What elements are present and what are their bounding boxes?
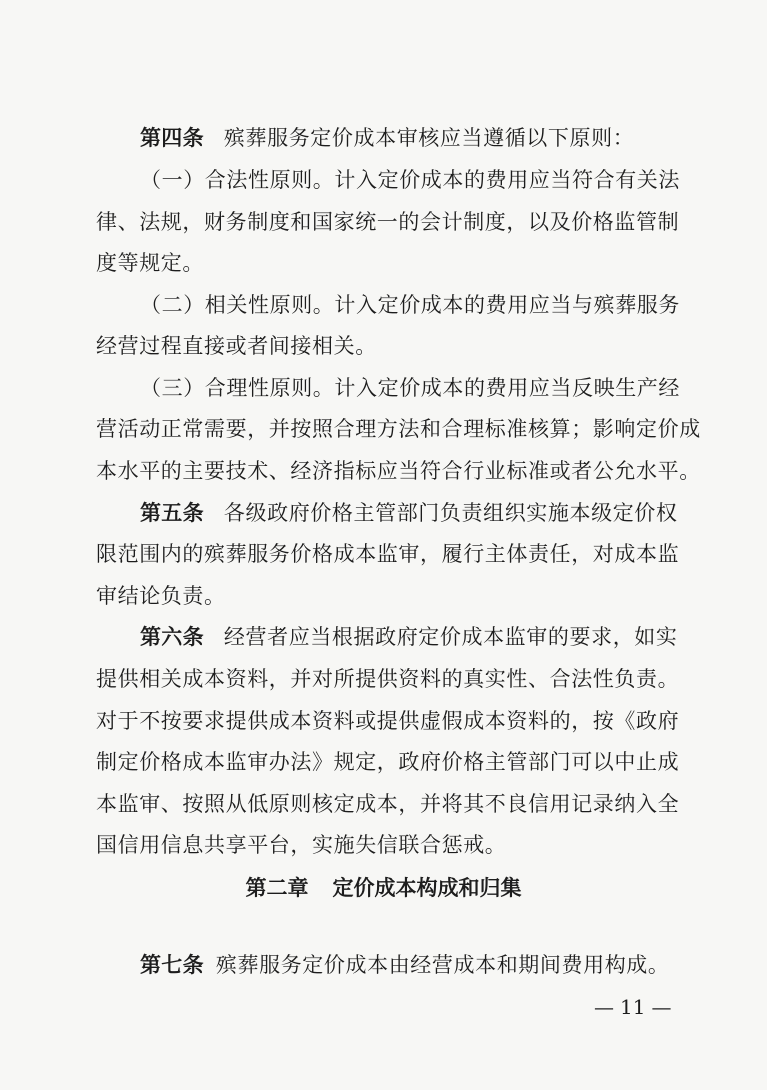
- principle-1-line-3: 度等规定。: [96, 251, 204, 275]
- article-6-line-5: 本监审、按照从低原则核定成本，并将其不良信用记录纳入全: [96, 792, 680, 816]
- principle-3-line-2: 营活动正常需要，并按照合理方法和合理标准核算；影响定价成: [96, 417, 701, 441]
- article-6-line-3: 对于不按要求提供成本资料或提供虚假成本资料的，按《政府: [96, 709, 680, 733]
- article-5-text-1: 各级政府价格主管部门负责组织实施本级定价权: [223, 501, 678, 525]
- article-4-text: 殡葬服务定价成本审核应当遵循以下原则：: [223, 126, 635, 150]
- article-4-heading: 第四条: [140, 126, 204, 150]
- article-5-line-2: 限范围内的殡葬服务价格成本监审，履行主体责任，对成本监: [96, 542, 680, 566]
- article-6-line-1: [140, 623, 678, 651]
- principle-3-line-1: （三）合理性原则。计入定价成本的费用应当反映生产经: [140, 376, 680, 400]
- article-7-text: 殡葬服务定价成本由经营成本和期间费用构成。: [215, 953, 670, 977]
- page-number-dash-right: —: [651, 995, 672, 1019]
- article-5-heading: 第五条: [140, 501, 204, 525]
- article-4-intro: [140, 124, 634, 152]
- article-6-line-2: 提供相关成本资料，并对所提供资料的真实性、合法性负责。: [96, 667, 680, 691]
- article-6-line-4: 制定价格成本监审办法》规定，政府价格主管部门可以中止成: [96, 750, 680, 774]
- principle-3-line-3: 本水平的主要技术、经济指标应当符合行业标准或者公允水平。: [96, 459, 701, 483]
- article-6-line-6: 国信用信息共享平台，实施失信联合惩戒。: [96, 833, 507, 857]
- principle-1-line-2: 律、法规，财务制度和国家统一的会计制度，以及价格监管制: [96, 210, 680, 234]
- article-5-line-3: 审结论负责。: [96, 584, 226, 608]
- page-number-dash-left: —: [594, 995, 614, 1019]
- chapter-number: 第二章: [245, 876, 309, 900]
- principle-1-line-1: （一）合法性原则。计入定价成本的费用应当符合有关法: [140, 168, 680, 192]
- principle-2-line-2: 经营过程直接或者间接相关。: [96, 334, 377, 358]
- article-6-heading: 第六条: [140, 625, 204, 649]
- article-5-line-1: [140, 499, 678, 527]
- article-6-text-1: 经营者应当根据政府定价成本监审的要求，如实: [223, 625, 678, 649]
- chapter-2-title: [0, 874, 767, 902]
- page-number-value: 11: [620, 995, 646, 1019]
- page-number: [594, 993, 671, 1021]
- principle-2-line-1: （二）相关性原则。计入定价成本的费用应当与殡葬服务: [140, 293, 680, 317]
- article-7-line-1: [140, 951, 670, 979]
- chapter-title: 定价成本构成和归集: [332, 876, 522, 900]
- article-7-heading: 第七条: [140, 953, 204, 977]
